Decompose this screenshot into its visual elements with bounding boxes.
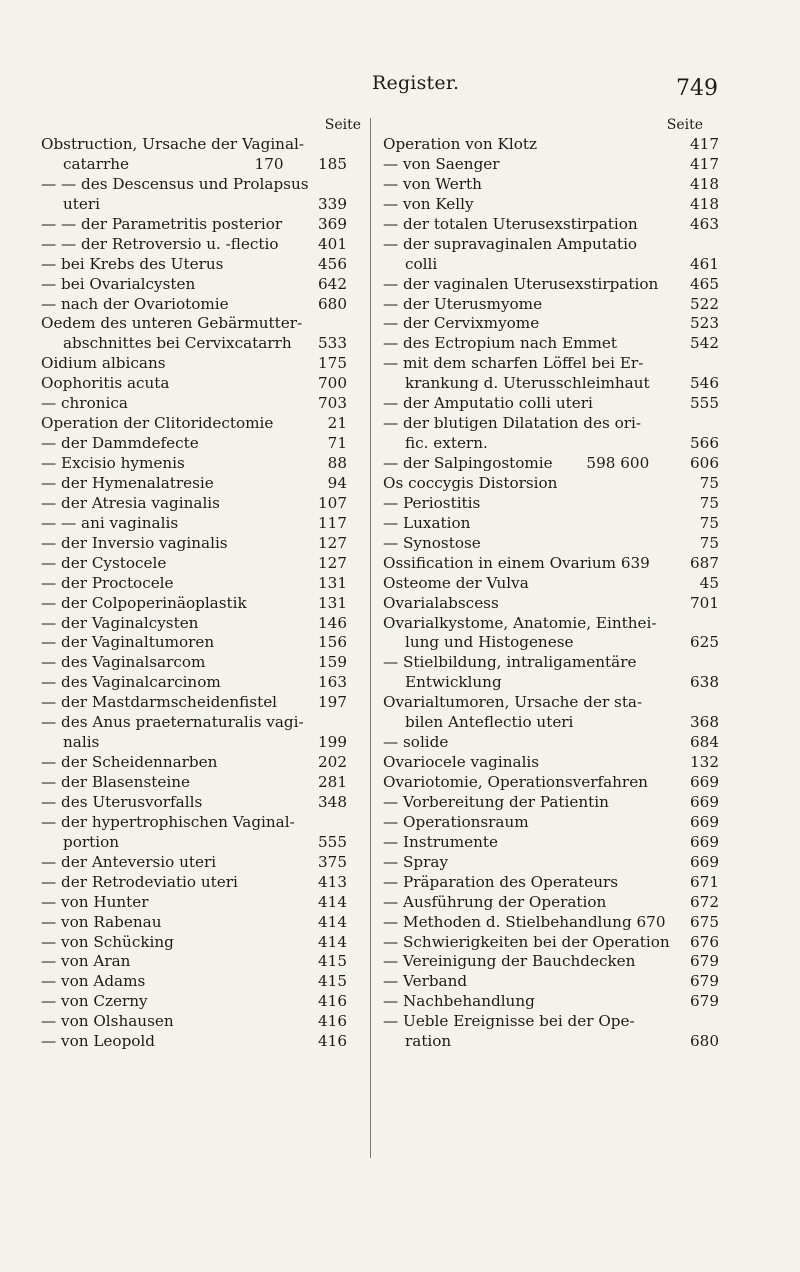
- page-header: [0, 68, 800, 100]
- entry-page-number: 675: [690, 912, 719, 931]
- entry-text: — Präparation des Operateurs: [383, 872, 619, 891]
- page-title: Register.: [372, 72, 460, 94]
- index-entry: [383, 374, 719, 394]
- right-column: [383, 116, 719, 1052]
- entry-page-number: 131: [318, 573, 347, 592]
- entry-text: nalis: [63, 733, 100, 752]
- entry-page-number: 669: [690, 792, 719, 811]
- index-entry: [41, 255, 361, 275]
- index-entry: [383, 972, 719, 992]
- entry-page-number: 131: [318, 593, 347, 612]
- entry-text: — Excisio hymenis: [41, 454, 185, 472]
- entry-text: — Instrumente: [383, 832, 498, 851]
- index-entry: [383, 494, 719, 514]
- entry-page-number: 132: [690, 753, 719, 772]
- entry-page-number: 671: [690, 872, 719, 891]
- entry-text: catarrhe 170: [63, 154, 284, 173]
- entry-page-number: 523: [690, 314, 719, 333]
- entry-page-number: 175: [318, 354, 347, 373]
- entry-page-number: 669: [690, 812, 719, 831]
- entry-text: — des Vaginalcarcinom: [41, 673, 221, 692]
- index-entry: [41, 215, 361, 235]
- index-entry: [383, 135, 719, 155]
- entry-text: — Verband: [383, 972, 468, 991]
- entry-page-number: 107: [318, 493, 347, 512]
- entry-text: Operation der Clitoridectomie: [41, 414, 274, 433]
- entry-page-number: 202: [318, 753, 347, 772]
- entry-text: krankung d. Uterusschleimhaut: [405, 374, 650, 393]
- entry-text: — der Amputatio colli uteri: [383, 394, 593, 413]
- index-entry: [383, 175, 719, 195]
- index-entry: [383, 893, 719, 913]
- index-entry: [41, 414, 361, 434]
- entry-text: — bei Krebs des Uterus: [41, 254, 224, 273]
- entry-page-number: 417: [690, 135, 719, 153]
- index-entry: [383, 633, 719, 653]
- entry-text: — der Cervixmyome: [383, 314, 540, 333]
- entry-page-number: 546: [690, 374, 719, 393]
- index-entry: [41, 653, 361, 673]
- entry-page-number: 75: [699, 473, 719, 492]
- entry-page-number: 75: [699, 493, 719, 512]
- entry-text: — der Colpoperinäoplastik: [41, 593, 247, 612]
- entry-page-number: 676: [690, 932, 719, 951]
- index-entry: [41, 773, 361, 793]
- index-entry: [41, 434, 361, 454]
- entry-text: lung und Histogenese: [405, 633, 574, 652]
- entry-text: — von Leopold: [41, 1032, 156, 1051]
- entry-text: — von Werth: [383, 174, 482, 193]
- index-entry: [41, 354, 361, 374]
- entry-text: — Operationsraum: [383, 812, 529, 831]
- entry-page-number: 369: [318, 214, 347, 233]
- index-entry: [383, 693, 719, 713]
- entry-text: — mit dem scharfen Löffel bei Er-: [383, 354, 644, 373]
- entry-page-number: 542: [690, 334, 719, 353]
- index-entry: [41, 374, 361, 394]
- entry-page-number: 368: [690, 713, 719, 732]
- index-entry: [41, 175, 361, 195]
- entry-page-number: 680: [690, 1032, 719, 1051]
- entry-page-number: 416: [318, 1032, 347, 1051]
- entry-page-number: 555: [318, 832, 347, 851]
- index-entry: [383, 574, 719, 594]
- page-number: 749: [676, 76, 718, 101]
- entry-text: — der Atresia vaginalis: [41, 493, 220, 512]
- entry-page-number: 679: [690, 992, 719, 1011]
- entry-page-number: 687: [690, 553, 719, 572]
- index-entry: [41, 673, 361, 693]
- entry-text: Entwicklung: [405, 673, 502, 692]
- entry-text: — von Schücking: [41, 932, 174, 951]
- entry-page-number: 197: [318, 693, 347, 712]
- index-entry: [383, 434, 719, 454]
- entry-page-number: 88: [327, 454, 347, 472]
- index-entry: [41, 893, 361, 913]
- index-entry: [383, 992, 719, 1012]
- entry-text: — der Dammdefecte: [41, 434, 199, 453]
- entry-text: — nach der Ovariotomie: [41, 294, 229, 313]
- left-column: [41, 116, 361, 1052]
- index-entry: [41, 833, 361, 853]
- entry-page-number: 642: [318, 274, 347, 293]
- entry-text: — der supravaginalen Amputatio: [383, 234, 638, 253]
- entry-text: ration: [405, 1032, 452, 1051]
- entry-page-number: 127: [318, 553, 347, 572]
- entry-page-number: 456: [318, 254, 347, 273]
- entry-page-number: 669: [690, 852, 719, 871]
- index-entry: [41, 554, 361, 574]
- entry-text: — — der Retroversio u. -flectio: [41, 234, 279, 253]
- entry-text: — des Vaginalsarcom: [41, 653, 206, 672]
- index-entry: [41, 155, 361, 175]
- index-entry: [383, 235, 719, 255]
- entry-text: — — der Parametritis posterior: [41, 214, 283, 233]
- entry-page-number: 45: [699, 573, 719, 592]
- index-entry: [41, 913, 361, 933]
- index-entry: [41, 514, 361, 534]
- entry-page-number: 199: [318, 733, 347, 752]
- entry-text: — der Hymenalatresie: [41, 473, 214, 492]
- entry-page-number: 94: [327, 473, 347, 492]
- index-entry: [383, 474, 719, 494]
- entry-text: — chronica: [41, 394, 128, 413]
- entry-text: — von Aran: [41, 952, 131, 971]
- entry-text: — der Salpingostomie 598 600: [383, 454, 650, 472]
- entry-text: — des Uterusvorfalls: [41, 792, 203, 811]
- index-entry: [41, 314, 361, 334]
- entry-page-number: 700: [318, 374, 347, 393]
- index-entry: [383, 913, 719, 933]
- entry-page-number: 606: [690, 454, 719, 472]
- index-entry: [383, 753, 719, 773]
- entry-text: — Nachbehandlung: [383, 992, 535, 1011]
- entry-page-number: 625: [690, 633, 719, 652]
- entry-text: portion: [63, 832, 120, 851]
- entry-page-number: 375: [318, 852, 347, 871]
- index-entry: [383, 793, 719, 813]
- index-entry: [383, 853, 719, 873]
- entry-text: — der Uterusmyome: [383, 294, 543, 313]
- index-entry: [41, 633, 361, 653]
- index-entry: [41, 275, 361, 295]
- index-entry: [383, 195, 719, 215]
- index-entry: [41, 933, 361, 953]
- entry-page-number: 684: [690, 733, 719, 752]
- index-entry: [41, 1032, 361, 1052]
- left-entry-list: [41, 135, 361, 1052]
- index-entry: [41, 793, 361, 813]
- entry-page-number: 414: [318, 932, 347, 951]
- index-entry: [383, 614, 719, 634]
- index-entry: [41, 753, 361, 773]
- entry-text: — von Hunter: [41, 892, 149, 911]
- entry-text: — Schwierigkeiten bei der Operation: [383, 932, 670, 951]
- entry-text: — der hypertrophischen Vaginal-: [41, 812, 295, 831]
- entry-text: — Synostose: [383, 533, 481, 552]
- entry-page-number: 533: [318, 334, 347, 353]
- index-entry: [41, 295, 361, 315]
- entry-text: — des Anus praeternaturalis vagi-: [41, 713, 304, 732]
- entry-page-number: 159: [318, 653, 347, 672]
- entry-text: bilen Anteflectio uteri: [405, 713, 574, 732]
- index-entry: [383, 952, 719, 972]
- entry-page-number: 522: [690, 294, 719, 313]
- index-entry: [41, 813, 361, 833]
- entry-text: Ovarialkystome, Anatomie, Einthei-: [383, 613, 657, 632]
- entry-text: — bei Ovarialcysten: [41, 274, 196, 293]
- index-entry: [41, 135, 361, 155]
- entry-text: — der Scheidennarben: [41, 753, 218, 772]
- entry-page-number: 163: [318, 673, 347, 692]
- entry-page-number: 348: [318, 792, 347, 811]
- entry-page-number: 680: [318, 294, 347, 313]
- index-entry: [383, 414, 719, 434]
- index-entry: [383, 873, 719, 893]
- entry-page-number: 416: [318, 1012, 347, 1031]
- entry-page-number: 417: [690, 154, 719, 173]
- entry-page-number: 465: [690, 274, 719, 293]
- index-entry: [383, 354, 719, 374]
- index-entry: [383, 215, 719, 235]
- index-entry: [383, 713, 719, 733]
- entry-text: — der Retrodeviatio uteri: [41, 872, 238, 891]
- entry-text: — der Anteversio uteri: [41, 852, 217, 871]
- index-entry: [383, 554, 719, 574]
- index-entry: [41, 992, 361, 1012]
- column-divider: [370, 118, 371, 1158]
- index-entry: [41, 195, 361, 215]
- seite-label: Seite: [324, 117, 361, 133]
- entry-text: Operation von Klotz: [383, 135, 537, 153]
- entry-text: — der Vaginaltumoren: [41, 633, 215, 652]
- entry-page-number: 185: [318, 154, 347, 173]
- entry-page-number: 127: [318, 533, 347, 552]
- index-entry: [383, 594, 719, 614]
- entry-text: Ovariotomie, Operationsverfahren: [383, 773, 648, 791]
- index-entry: [41, 494, 361, 514]
- entry-text: colli: [405, 254, 438, 273]
- entry-text: — Periostitis: [383, 493, 481, 512]
- entry-text: — der totalen Uterusexstirpation: [383, 214, 638, 233]
- entry-text: — der Inversio vaginalis: [41, 533, 228, 552]
- entry-text: — — ani vaginalis: [41, 513, 179, 532]
- index-entry: [383, 394, 719, 414]
- index-entry: [383, 454, 719, 474]
- entry-text: — des Ectropium nach Emmet: [383, 334, 617, 353]
- entry-text: abschnittes bei Cervixcatarrh: [63, 334, 292, 353]
- index-entry: [383, 1012, 719, 1032]
- index-entry: [383, 334, 719, 354]
- index-entry: [383, 653, 719, 673]
- index-entry: [383, 1032, 719, 1052]
- entry-text: Ovarialtumoren, Ursache der sta-: [383, 693, 643, 712]
- index-entry: [41, 853, 361, 873]
- index-entry: [41, 334, 361, 354]
- entry-page-number: 555: [690, 394, 719, 413]
- right-entry-list: [383, 135, 719, 1052]
- index-entry: [41, 713, 361, 733]
- index-entry: [383, 673, 719, 693]
- index-entry: [41, 693, 361, 713]
- entry-text: — Ausführung der Operation: [383, 892, 607, 911]
- index-entry: [41, 594, 361, 614]
- entry-page-number: 566: [690, 434, 719, 453]
- entry-page-number: 418: [690, 194, 719, 213]
- index-entry: [41, 235, 361, 255]
- entry-text: — Methoden d. Stielbehandlung 670: [383, 912, 666, 931]
- entry-text: — Luxation: [383, 513, 471, 532]
- entry-page-number: 21: [327, 414, 347, 433]
- entry-text: — — des Descensus und Prolapsus: [41, 174, 309, 193]
- entry-text: — der vaginalen Uterusexstirpation: [383, 274, 659, 293]
- index-entry: [41, 474, 361, 494]
- entry-page-number: 414: [318, 912, 347, 931]
- index-entry: [41, 574, 361, 594]
- entry-page-number: 75: [699, 513, 719, 532]
- index-entry: [383, 773, 719, 793]
- index-entry: [383, 534, 719, 554]
- entry-text: Osteome der Vulva: [383, 573, 529, 592]
- entry-page-number: 146: [318, 613, 347, 632]
- entry-page-number: 669: [690, 773, 719, 791]
- entry-text: Os coccygis Distorsion: [383, 473, 558, 492]
- entry-page-number: 75: [699, 533, 719, 552]
- index-entry: [41, 614, 361, 634]
- entry-page-number: 461: [690, 254, 719, 273]
- entry-page-number: 281: [318, 773, 347, 791]
- index-entry: [41, 394, 361, 414]
- entry-text: — von Czerny: [41, 992, 148, 1011]
- entry-text: — Vereinigung der Bauchdecken: [383, 952, 636, 971]
- entry-page-number: 463: [690, 214, 719, 233]
- index-entry: [383, 514, 719, 534]
- entry-page-number: 416: [318, 992, 347, 1011]
- entry-text: — solide: [383, 733, 449, 752]
- entry-page-number: 701: [690, 593, 719, 612]
- entry-page-number: 672: [690, 892, 719, 911]
- entry-page-number: 414: [318, 892, 347, 911]
- entry-page-number: 117: [318, 513, 347, 532]
- entry-text: — von Saenger: [383, 154, 500, 173]
- entry-text: — Stielbildung, intraligamentäre: [383, 653, 637, 672]
- entry-page-number: 415: [318, 952, 347, 971]
- entry-text: — der Mastdarmscheidenfistel: [41, 693, 278, 712]
- entry-text: fic. extern.: [405, 434, 488, 453]
- entry-text: — von Kelly: [383, 194, 474, 213]
- index-entry: [383, 295, 719, 315]
- index-entry: [383, 155, 719, 175]
- entry-text: uteri: [63, 194, 100, 213]
- entry-text: Oedem des unteren Gebärmutter-: [41, 314, 303, 333]
- entry-page-number: 679: [690, 952, 719, 971]
- entry-text: Ossification in einem Ovarium 639: [383, 553, 650, 572]
- entry-page-number: 71: [327, 434, 347, 453]
- entry-text: — der Blasensteine: [41, 773, 190, 791]
- entry-page-number: 156: [318, 633, 347, 652]
- index-entry: [41, 733, 361, 753]
- entry-page-number: 401: [318, 234, 347, 253]
- entry-text: Ovarialabscess: [383, 593, 499, 612]
- entry-text: — der blutigen Dilatation des ori-: [383, 414, 641, 433]
- index-entry: [41, 972, 361, 992]
- entry-text: — der Proctocele: [41, 573, 174, 592]
- entry-text: — der Cystocele: [41, 553, 167, 572]
- index-entry: [41, 454, 361, 474]
- index-entry: [41, 952, 361, 972]
- entry-page-number: 339: [318, 194, 347, 213]
- entry-text: Ovariocele vaginalis: [383, 753, 540, 772]
- entry-text: — von Adams: [41, 972, 146, 991]
- index-entry: [383, 833, 719, 853]
- index-entry: [383, 813, 719, 833]
- entry-text: Oophoritis acuta: [41, 374, 170, 393]
- entry-text: Obstruction, Ursache der Vaginal-: [41, 135, 304, 153]
- entry-text: — von Olshausen: [41, 1012, 174, 1031]
- entry-text: — der Vaginalcysten: [41, 613, 199, 632]
- entry-page-number: 638: [690, 673, 719, 692]
- entry-page-number: 418: [690, 174, 719, 193]
- entry-text: — Vorbereitung der Patientin: [383, 792, 609, 811]
- entry-page-number: 703: [318, 394, 347, 413]
- index-entry: [41, 1012, 361, 1032]
- entry-text: — Spray: [383, 852, 449, 871]
- entry-page-number: 413: [318, 872, 347, 891]
- index-entry: [41, 534, 361, 554]
- index-entry: [383, 314, 719, 334]
- entry-text: — von Rabenau: [41, 912, 162, 931]
- entry-text: Oidium albicans: [41, 354, 166, 373]
- entry-page-number: 415: [318, 972, 347, 991]
- seite-label: Seite: [666, 117, 703, 133]
- index-entry: [383, 275, 719, 295]
- entry-text: — Ueble Ereignisse bei der Ope-: [383, 1012, 635, 1031]
- entry-page-number: 679: [690, 972, 719, 991]
- index-entry: [383, 933, 719, 953]
- entry-page-number: 669: [690, 832, 719, 851]
- index-entry: [41, 873, 361, 893]
- index-entry: [383, 255, 719, 275]
- index-entry: [383, 733, 719, 753]
